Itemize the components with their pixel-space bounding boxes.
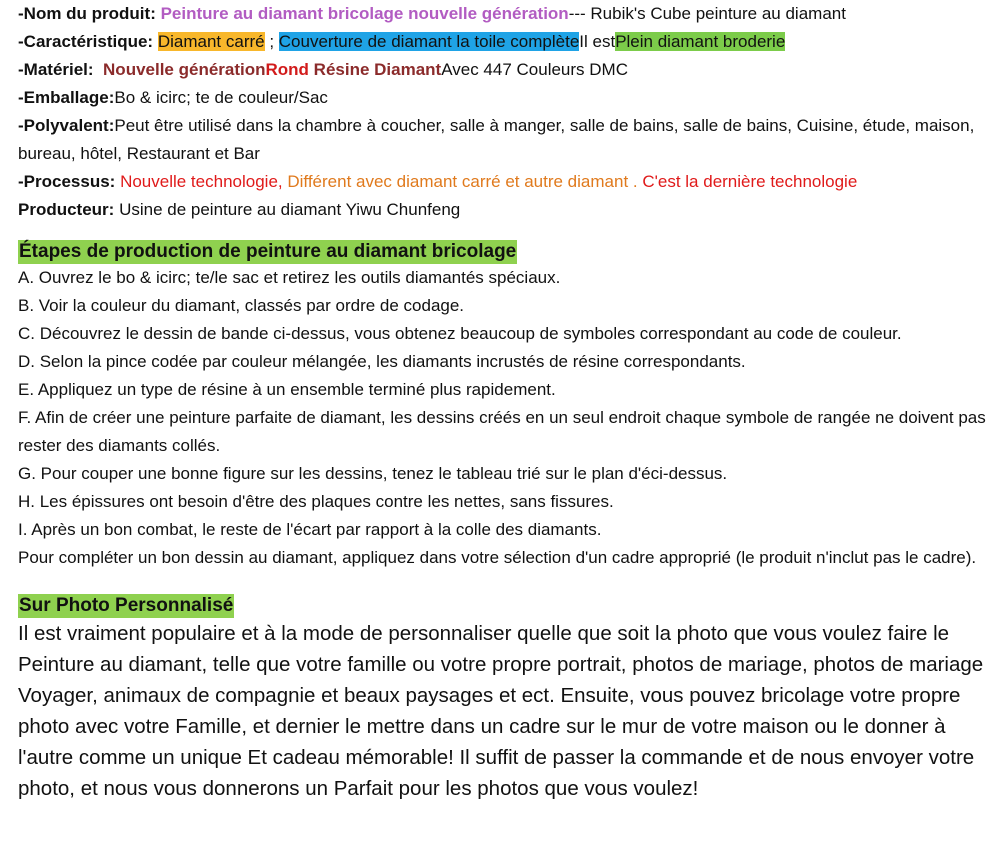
spec-label: -Nom du produit: [18,4,156,23]
process-new-tech: Nouvelle technologie, [120,172,283,191]
process-latest: C'est la dernière technologie [642,172,858,191]
steps-section-title: Étapes de production de peinture au diamant bricolage [19,241,517,262]
feature-separator: ; [264,32,279,51]
spec-versatile [18,112,993,168]
spec-producer [18,196,993,224]
packaging-value: Bo & icirc; te de couleur/Sac [114,88,328,107]
list-item: H. Les épissures ont besoin d'être des plaques contre les nettes, sans fissures. [18,492,614,511]
spec-packaging [18,84,993,112]
list-item: C. Découvrez le dessin de bande ci-dessus, vous obtenez beaucoup de symboles correspondant au code de couleur. [18,324,902,343]
spec-process [18,168,993,196]
product-description [18,0,993,804]
feature-full-highlight: Plein diamant broderie [615,32,786,51]
material-round: Rond [265,60,309,79]
list-item: E. Appliquez un type de résine à un ensemble terminé plus rapidement. [18,380,556,399]
custom-section-title: Sur Photo Personnalisé [19,595,234,616]
list-item: A. Ouvrez le bo & icirc; te/le sac et retirez les outils diamantés spéciaux. [18,268,561,287]
list-item: G. Pour couper une bonne figure sur les dessins, tenez le tableau trié sur le plan d'éci-dessus. [18,464,728,483]
list-item: B. Voir la couleur du diamant, classés par ordre de codage. [18,296,465,315]
spec-label: -Polyvalent: [18,116,115,135]
spec-label: -Matériel: [18,60,94,79]
process-different: Différent avec diamant carré et autre diamant . [287,172,638,191]
versatile-value: Peut être utilisé dans la chambre à coucher, salle à manger, salle de bains, salle de bains, Cuisine, étude, maison, bureau, hôtel, Restaurant et Bar [18,116,975,163]
producer-value: Usine de peinture au diamant Yiwu Chunfeng [119,200,461,219]
list-item: F. Afin de créer une peinture parfaite de diamant, les dessins créés en un seul endroit chaque symbole de rangée ne doivent pas rester des diamants collés. [18,408,986,455]
spec-label: -Caractéristique: [18,32,154,51]
product-name: Peinture au diamant bricolage nouvelle génération [160,4,569,23]
feature-square-highlight: Diamant carré [157,32,265,51]
spec-feature [18,28,993,56]
list-item: Pour compléter un bon dessin au diamant, appliquez dans votre sélection d'un cadre approprié (le produit n'inclut pas le cadre). [18,548,977,567]
spec-label: Producteur: [18,200,115,219]
list-item: I. Après un bon combat, le reste de l'écart par rapport à la colle des diamants. [18,520,602,539]
custom-photo-paragraph: Il est vraiment populaire et à la mode de personnaliser quelle que soit la photo que vous voulez faire le Peinture au diamant, telle que votre famille ou votre propre portrait, photos de mariage, photos de mariage Voyager, animaux de compagnie et beaux paysages et ect. Ensuite, vous pouvez bricolage votre propre photo avec votre Famille, et dernier le mettre dans un cadre sur le mur de votre maison ou le donner à l'autre comme un unique Et cadeau mémorable! Il suffit de passer la commande et de nous envoyer votre photo, et nous vous donnerons un Parfait pour les photos que vous voulez! [18,622,984,800]
steps-list [18,264,993,572]
material-new-gen: Nouvelle génération [103,60,266,79]
material-colors: Avec 447 Couleurs DMC [441,60,628,79]
spec-label: -Processus: [18,172,116,191]
feature-coverage-highlight: Couverture de diamant la toile complète [278,32,580,51]
list-item: D. Selon la pince codée par couleur mélangée, les diamants incrustés de résine correspondants. [18,352,746,371]
spec-material [18,56,993,84]
product-suffix: --- Rubik's Cube peinture au diamant [568,4,846,23]
spec-product-name [18,0,993,28]
spec-label: -Emballage: [18,88,115,107]
material-resin: Résine Diamant [308,60,442,79]
feature-is: Il est [579,32,616,51]
